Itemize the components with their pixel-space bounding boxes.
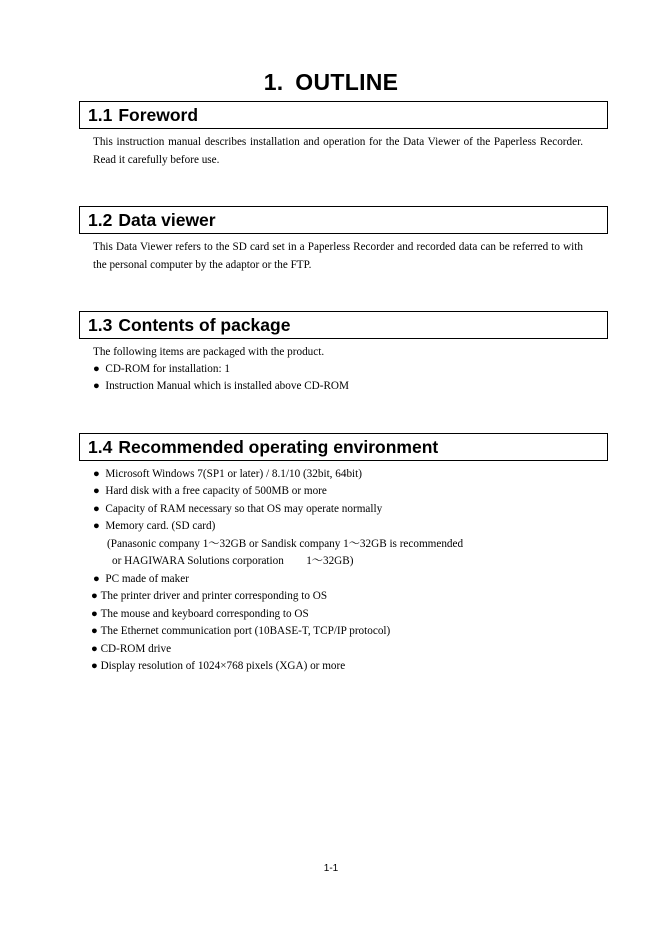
list-item-continuation: or HAGIWARA Solutions corporation 1～32GB) [112, 555, 354, 567]
bullet-icon: ● [93, 503, 100, 515]
list-item-text: Instruction Manual which is installed above CD-ROM [105, 380, 349, 392]
list-item-text: Capacity of RAM necessary so that OS may operate normally [105, 503, 383, 515]
list-item [93, 501, 382, 519]
bullet-icon: ● [93, 573, 100, 585]
page-number: 1-1 [323, 863, 339, 874]
list-item-text: CD-ROM for installation: 1 [105, 363, 230, 375]
list-item [91, 658, 345, 676]
section-title: Contents of package [118, 315, 291, 335]
bullet-icon: ● [91, 660, 98, 672]
list-item [93, 378, 349, 396]
section-title: Data viewer [118, 210, 216, 230]
bullet-icon: ● [93, 363, 100, 375]
section-number: 1.1 [88, 105, 113, 125]
list-item-text: The mouse and keyboard corresponding to OS [100, 608, 309, 620]
data-viewer-paragraph: This Data Viewer refers to the SD card set in a Paperless Recorder and recorded data can be referred to with the personal computer by the adaptor or the FTP. [93, 241, 583, 271]
list-item-text: Display resolution of 1024×768 pixels (XGA) or more [100, 660, 346, 672]
section-number: 1.3 [88, 315, 113, 335]
section-title: Recommended operating environment [118, 437, 439, 457]
list-item [93, 466, 362, 484]
list-item [91, 606, 309, 624]
list-item [91, 623, 390, 641]
list-item [91, 588, 327, 606]
bullet-icon: ● [93, 380, 100, 392]
list-item-text: The Ethernet communication port (10BASE-T, TCP/IP protocol) [100, 625, 391, 637]
list-item-text: PC made of maker [105, 573, 189, 585]
list-item-text: Hard disk with a free capacity of 500MB or more [105, 485, 327, 497]
section-heading-foreword [79, 101, 608, 129]
bullet-icon: ● [93, 468, 100, 480]
list-item [93, 483, 327, 501]
bullet-icon: ● [93, 485, 100, 497]
list-item [93, 518, 215, 536]
section-title: Foreword [118, 105, 199, 125]
section-number: 1.2 [88, 210, 113, 230]
list-item-text: Microsoft Windows 7(SP1 or later) / 8.1/10 (32bit, 64bit) [105, 468, 362, 480]
list-item [93, 571, 189, 589]
list-item-continuation: (Panasonic company 1～32GB or Sandisk company 1～32GB is recommended [107, 538, 464, 550]
bullet-icon: ● [91, 643, 98, 655]
package-intro: The following items are packaged with the product. [93, 346, 325, 358]
list-item-text: The printer driver and printer corresponding to OS [100, 590, 328, 602]
bullet-icon: ● [91, 608, 98, 620]
section-number: 1.4 [88, 437, 113, 457]
list-item-text: CD-ROM drive [100, 643, 172, 655]
foreword-paragraph: This instruction manual describes installation and operation for the Data Viewer of the Paperless Recorder. Read it carefully before use. [93, 136, 583, 166]
section-heading-contents-of-package [79, 311, 608, 339]
page-title: 1. OUTLINE [263, 69, 399, 95]
list-item-text: Memory card. (SD card) [105, 520, 216, 532]
bullet-icon: ● [91, 625, 98, 637]
list-item [93, 361, 230, 379]
bullet-icon: ● [93, 520, 100, 532]
bullet-icon: ● [91, 590, 98, 602]
section-heading-recommended-environment [79, 433, 608, 461]
list-item [91, 641, 171, 659]
section-heading-data-viewer [79, 206, 608, 234]
